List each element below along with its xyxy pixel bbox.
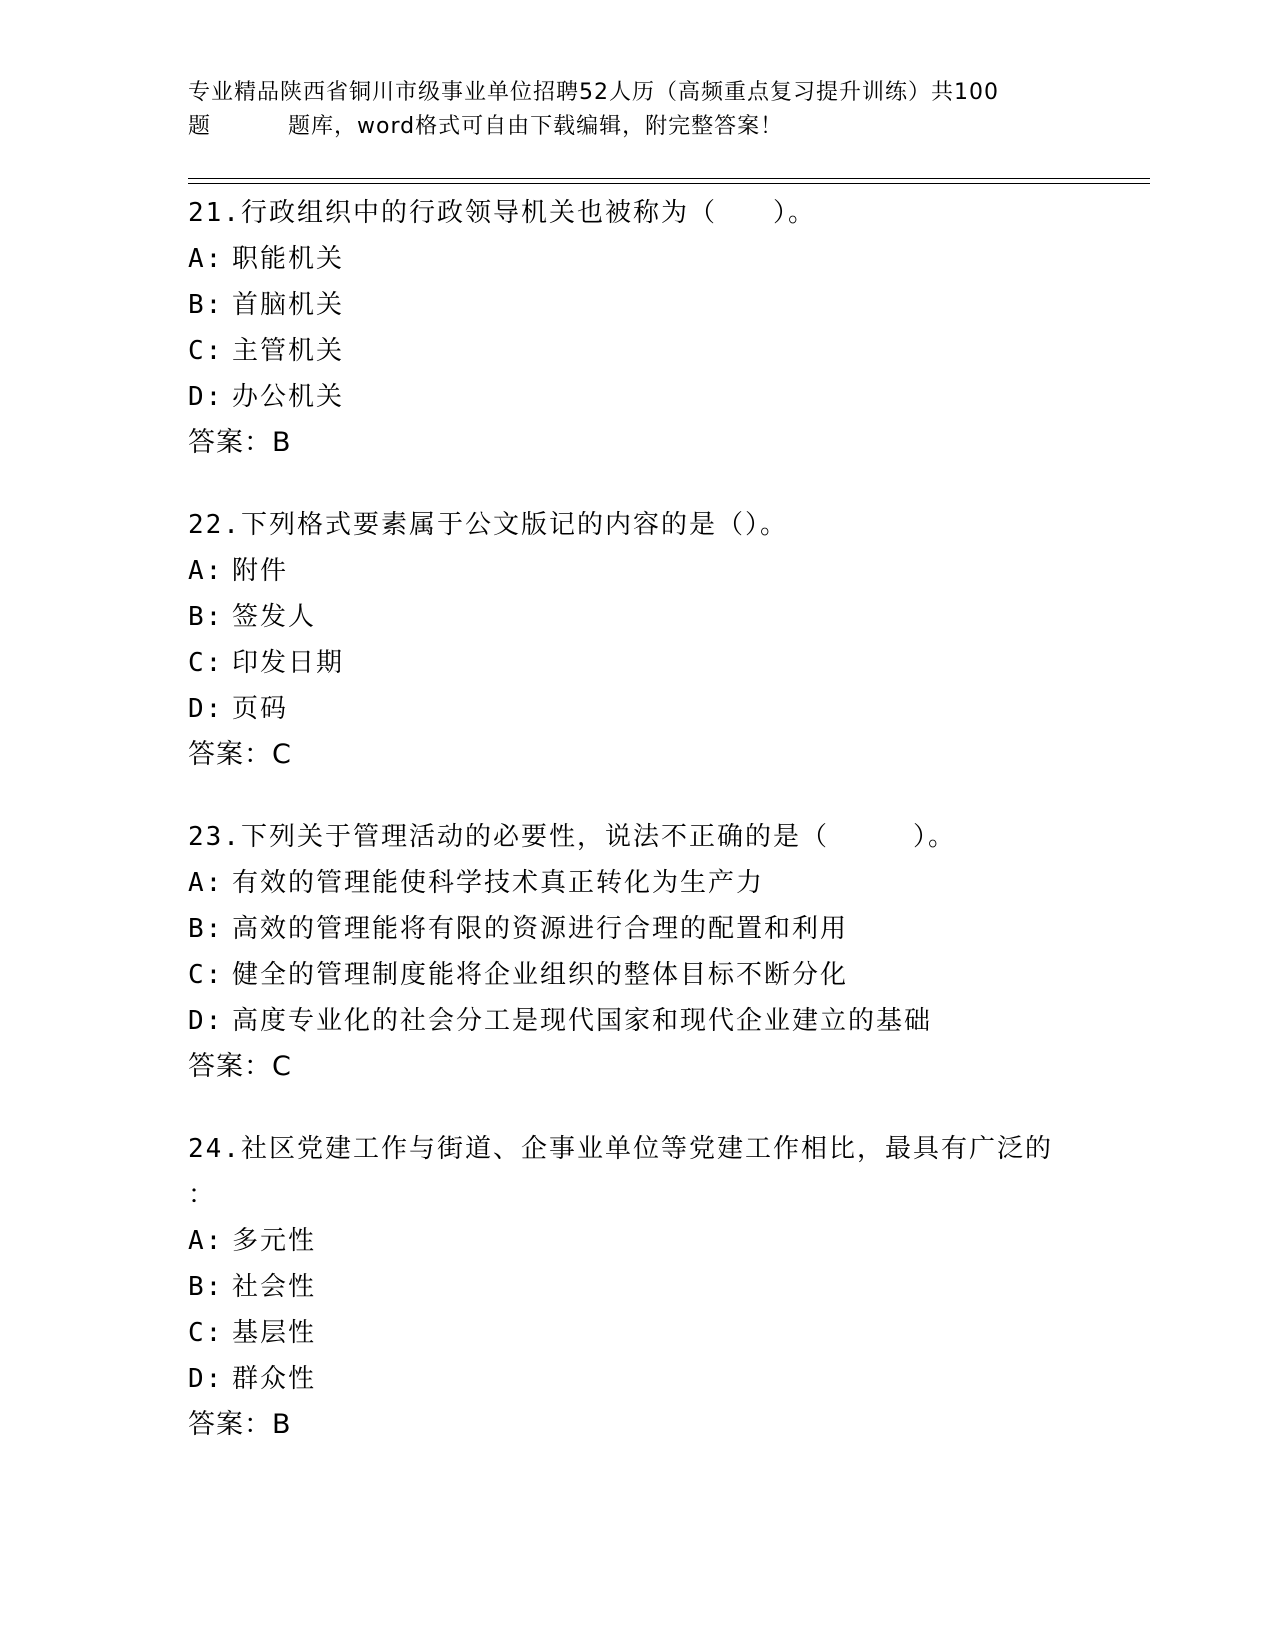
header-divider-bottom [188, 183, 1150, 184]
option-text: 健全的管理制度能将企业组织的整体目标不断分化 [232, 960, 849, 990]
option-text: 高度专业化的社会分工是现代国家和现代企业建立的基础 [232, 1006, 933, 1036]
option-text: 页码 [232, 694, 289, 724]
question-stem: 21.行政组织中的行政领导机关也被称为（ ）。 [188, 198, 816, 228]
option-letter: C: [188, 336, 224, 366]
option-text: 办公机关 [232, 382, 345, 412]
option-text: 有效的管理能使科学技术真正转化为生产力 [232, 868, 765, 898]
header-subtitle-lead: 题 [188, 114, 212, 139]
option-letter: D: [188, 382, 224, 412]
answer-line: 答案：C [188, 739, 292, 770]
option-b [188, 906, 1148, 952]
option-text: 主管机关 [232, 336, 345, 366]
header-subtitle-text: 题库，word格式可自由下载编辑，附完整答案！ [288, 114, 784, 139]
question-22 [188, 502, 1148, 778]
option-letter: C: [188, 648, 224, 678]
header-title-line: 专业精品陕西省铜川市级事业单位招聘52人历（高频重点复习提升训练）共100 [188, 80, 999, 105]
option-b [188, 282, 1148, 328]
option-letter: B: [188, 1272, 224, 1302]
option-letter: A: [188, 244, 224, 274]
option-a [188, 860, 1148, 906]
question-list [188, 190, 1148, 1484]
answer-line: 答案：B [188, 1409, 292, 1440]
option-text: 印发日期 [232, 648, 345, 678]
option-d [188, 1356, 1148, 1402]
option-d [188, 374, 1148, 420]
option-a [188, 548, 1148, 594]
option-letter: D: [188, 1364, 224, 1394]
option-a [188, 1218, 1148, 1264]
option-c [188, 328, 1148, 374]
question-23 [188, 814, 1148, 1090]
question-stem: 24.社区党建工作与街道、企事业单位等党建工作相比，最具有广泛的 [188, 1134, 1053, 1164]
option-b [188, 594, 1148, 640]
option-text: 多元性 [232, 1226, 317, 1256]
option-letter: B: [188, 914, 224, 944]
option-a [188, 236, 1148, 282]
option-letter: A: [188, 868, 224, 898]
question-stem-tail: ： [188, 1180, 217, 1210]
option-c [188, 1310, 1148, 1356]
option-text: 职能机关 [232, 244, 345, 274]
option-letter: B: [188, 290, 224, 320]
option-c [188, 952, 1148, 998]
option-text: 签发人 [232, 602, 317, 632]
option-letter: A: [188, 1226, 224, 1256]
answer-line: 答案：B [188, 427, 292, 458]
option-letter: C: [188, 1318, 224, 1348]
question-21 [188, 190, 1148, 466]
option-text: 群众性 [232, 1364, 317, 1394]
option-text: 社会性 [232, 1272, 317, 1302]
option-letter: A: [188, 556, 224, 586]
question-stem: 22.下列格式要素属于公文版记的内容的是（）。 [188, 510, 788, 540]
option-letter: B: [188, 602, 224, 632]
header-subtitle-line [188, 110, 1088, 144]
option-text: 首脑机关 [232, 290, 345, 320]
option-d [188, 998, 1148, 1044]
question-24 [188, 1126, 1148, 1448]
option-text: 高效的管理能将有限的资源进行合理的配置和利用 [232, 914, 849, 944]
option-letter: D: [188, 1006, 224, 1036]
option-letter: D: [188, 694, 224, 724]
option-c [188, 640, 1148, 686]
option-d [188, 686, 1148, 732]
header-divider-top [188, 178, 1150, 179]
option-text: 附件 [232, 556, 289, 586]
question-stem: 23.下列关于管理活动的必要性，说法不正确的是（ ）。 [188, 822, 956, 852]
document-header [188, 76, 1088, 144]
option-letter: C: [188, 960, 224, 990]
answer-line: 答案：C [188, 1051, 292, 1082]
option-text: 基层性 [232, 1318, 317, 1348]
option-b [188, 1264, 1148, 1310]
